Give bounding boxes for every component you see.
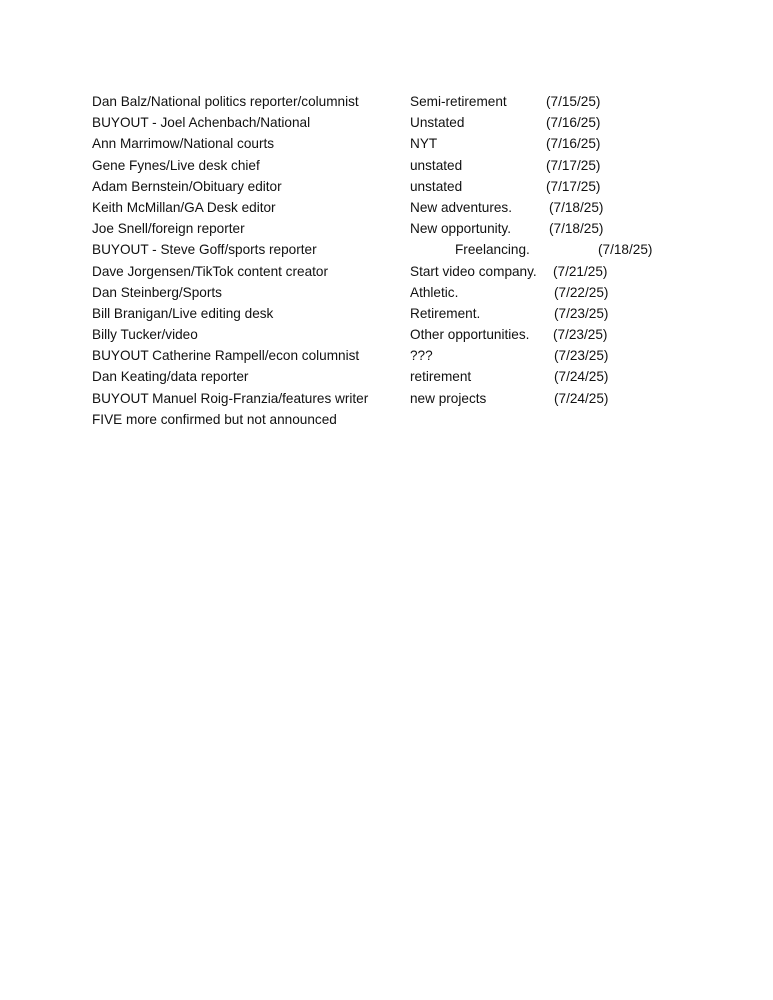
row-date: (7/23/25) bbox=[554, 348, 609, 364]
list-row bbox=[92, 282, 732, 303]
list-row bbox=[92, 303, 732, 324]
list-row-footer-note bbox=[92, 409, 732, 430]
row-name: Dan Steinberg/Sports bbox=[92, 284, 222, 300]
row-reason: unstated bbox=[410, 157, 463, 173]
row-date: (7/17/25) bbox=[546, 157, 601, 173]
list-row bbox=[92, 345, 732, 366]
list-row bbox=[92, 239, 732, 260]
row-date: (7/15/25) bbox=[546, 94, 601, 109]
row-name: FIVE more confirmed but not announced bbox=[92, 411, 337, 427]
row-date: (7/16/25) bbox=[546, 136, 601, 152]
list-row bbox=[92, 155, 732, 176]
row-reason: Unstated bbox=[410, 115, 465, 131]
list-row bbox=[92, 91, 732, 112]
row-name: BUYOUT - Joel Achenbach/National bbox=[92, 115, 311, 131]
row-reason: Start video company. bbox=[410, 263, 537, 279]
row-reason: unstated bbox=[410, 178, 463, 194]
row-name: Dan Keating/data reporter bbox=[92, 369, 249, 385]
row-date: (7/16/25) bbox=[546, 115, 601, 131]
row-name: Dan Balz/National politics reporter/columnist bbox=[92, 94, 359, 109]
row-reason: NYT bbox=[410, 136, 438, 152]
row-date: (7/24/25) bbox=[554, 390, 609, 406]
row-date: (7/24/25) bbox=[554, 369, 609, 385]
row-reason: New opportunity. bbox=[410, 221, 511, 237]
row-date: (7/18/25) bbox=[549, 199, 604, 215]
row-name: Bill Branigan/Live editing desk bbox=[92, 305, 274, 321]
list-row bbox=[92, 261, 732, 282]
row-name: Joe Snell/foreign reporter bbox=[92, 221, 245, 237]
row-reason: retirement bbox=[410, 369, 472, 385]
row-date: (7/17/25) bbox=[546, 178, 601, 194]
row-date: (7/18/25) bbox=[549, 221, 604, 237]
row-date: (7/22/25) bbox=[554, 284, 609, 300]
list-row bbox=[92, 133, 732, 154]
row-name: Ann Marrimow/National courts bbox=[92, 136, 275, 152]
row-name: BUYOUT - Steve Goff/sports reporter bbox=[92, 242, 317, 258]
list-row bbox=[92, 218, 732, 239]
list-row bbox=[92, 388, 732, 409]
row-date: (7/23/25) bbox=[554, 305, 609, 321]
row-reason: Other opportunities. bbox=[410, 327, 530, 343]
list-row bbox=[92, 197, 732, 218]
row-name: Adam Bernstein/Obituary editor bbox=[92, 178, 282, 194]
list-row bbox=[92, 176, 732, 197]
row-reason: Freelancing. bbox=[455, 242, 530, 258]
row-name: Gene Fynes/Live desk chief bbox=[92, 157, 260, 173]
row-date: (7/23/25) bbox=[553, 327, 608, 343]
row-reason: new projects bbox=[410, 390, 487, 406]
row-reason: Semi-retirement bbox=[410, 94, 507, 109]
row-reason: Retirement. bbox=[410, 305, 481, 321]
row-reason: ??? bbox=[410, 348, 433, 364]
row-reason: New adventures. bbox=[410, 199, 513, 215]
row-date: (7/18/25) bbox=[598, 242, 653, 258]
row-name: Dave Jorgensen/TikTok content creator bbox=[92, 263, 328, 279]
row-name: Keith McMillan/GA Desk editor bbox=[92, 199, 276, 215]
departures-list bbox=[92, 91, 732, 430]
row-name: Billy Tucker/video bbox=[92, 327, 198, 343]
row-date: (7/21/25) bbox=[553, 263, 608, 279]
list-row bbox=[92, 112, 732, 133]
row-name: BUYOUT Manuel Roig-Franzia/features writer bbox=[92, 390, 369, 406]
row-name: BUYOUT Catherine Rampell/econ columnist bbox=[92, 348, 360, 364]
list-row bbox=[92, 324, 732, 345]
row-reason: Athletic. bbox=[410, 284, 459, 300]
list-row bbox=[92, 366, 732, 387]
